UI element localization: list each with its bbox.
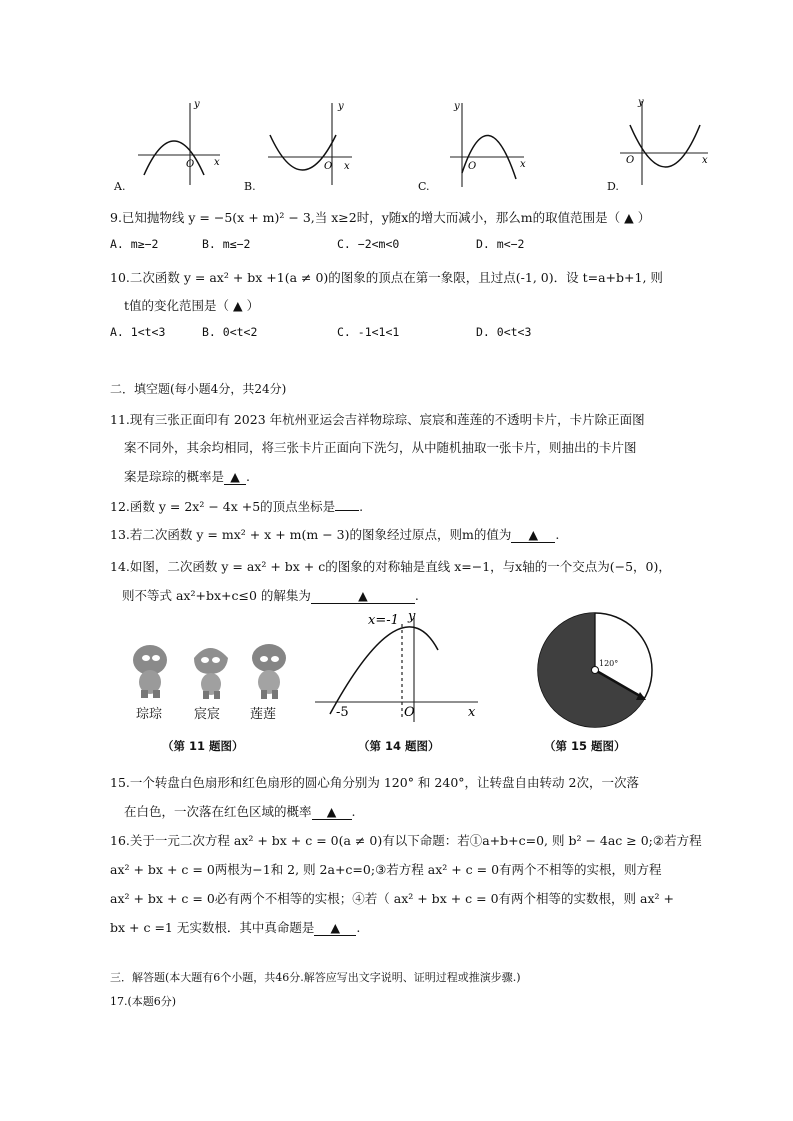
q16-period: . xyxy=(356,920,361,935)
q10-line2: t值的变化范围是（ ▲ ） xyxy=(124,298,260,313)
mascot-lianlian-image xyxy=(244,640,294,700)
q9-option-d: D. m<−2 xyxy=(476,237,525,251)
caption-fig14: （第 14 题图） xyxy=(358,739,440,753)
q15-line2-text: 在白色，一次落在红色区域的概率 xyxy=(124,804,312,819)
svg-text:O: O xyxy=(324,161,333,172)
caption-fig11: （第 11 题图） xyxy=(162,739,244,753)
q16-answer-blank[interactable]: ▲ xyxy=(314,920,356,936)
q9-text: 9.已知抛物线 y = −5(x + m)² − 3,当 x≥2时，y随x的增大而减小，那么m的取值范围是（ ▲ ） xyxy=(110,210,651,225)
svg-text:x: x xyxy=(702,155,708,166)
graph-a xyxy=(110,95,230,195)
q15-line1: 15.一个转盘白色扇形和红色扇形的圆心角分别为 120° 和 240°，让转盘自由转动 2次，一次落 xyxy=(110,775,639,790)
q10-option-b: B. 0<t<2 xyxy=(202,325,258,339)
mascot-chenchen-image xyxy=(186,640,236,700)
q15-answer-blank[interactable]: ▲ xyxy=(312,804,352,820)
q10-option-a: A. 1<t<3 xyxy=(110,325,166,339)
graph-option-b: B. xyxy=(244,180,256,193)
fig15-angle-label: 120° xyxy=(599,659,619,668)
q12-answer-blank[interactable] xyxy=(335,496,359,511)
q12-line xyxy=(110,496,363,515)
fig15-spinner xyxy=(530,608,660,738)
q13-period: . xyxy=(555,527,560,542)
q15-period: . xyxy=(351,804,356,819)
q11-line1: 11.现有三张正面印有 2023 年杭州亚运会吉祥物琮琮、宸宸和莲莲的不透明卡片，卡片除正面图 xyxy=(110,412,645,427)
q9-option-c: C. −2<m<0 xyxy=(337,237,400,251)
q14-answer-blank[interactable]: ▲ xyxy=(311,588,415,604)
q14-period: . xyxy=(414,588,419,603)
q14-line2 xyxy=(122,586,419,604)
q11-line3-text: 案是琮琮的概率是 xyxy=(124,469,225,484)
fig14-label-neg5: -5 xyxy=(336,705,349,720)
q9-option-a: A. m≥−2 xyxy=(110,237,159,251)
q9-option-b: B. m≤−2 xyxy=(202,237,251,251)
svg-text:O: O xyxy=(626,155,635,166)
mascot-label-congcong: 琮琮 xyxy=(136,707,163,722)
mascot-label-chenchen: 宸宸 xyxy=(194,707,221,722)
mascot-congcong-image xyxy=(126,640,176,700)
graph-option-a: A. xyxy=(114,180,126,193)
q11-answer-blank[interactable]: ▲ xyxy=(224,469,246,485)
q11-line3: 案是琮琮的概率是 ▲ . xyxy=(124,469,250,484)
fig14-label-x: x xyxy=(468,705,476,720)
svg-text:O: O xyxy=(186,159,195,170)
svg-text:y: y xyxy=(454,101,460,112)
svg-text:x: x xyxy=(520,159,526,170)
svg-text:y: y xyxy=(638,97,644,108)
svg-text:y: y xyxy=(338,101,344,112)
q10-option-d: D. 0<t<3 xyxy=(476,325,532,339)
svg-text:y: y xyxy=(194,99,200,110)
q16-line4-text: bx + c =1 无实数根．其中真命题是 xyxy=(110,920,315,935)
fig14-graph xyxy=(310,610,490,730)
graph-option-d: D. xyxy=(607,180,619,193)
q10-line1: 10.二次函数 y = ax² + bx +1(a ≠ 0)的图象的顶点在第一象限，且过点(-1, 0)．设 t=a+b+1, 则 xyxy=(110,270,663,285)
fig14-label-origin: O xyxy=(404,705,415,720)
q16-line4 xyxy=(110,918,360,936)
q16-line3: ax² + bx + c = 0必有两个不相等的实根；④若（ ax² + bx + c = 0有两个相等的实数根，则 ax² + xyxy=(110,891,674,906)
q13-text: 13.若二次函数 y = mx² + x + m(m − 3)的图象经过原点，则m的值为 xyxy=(110,527,512,542)
q16-line1: 16.关于一元二次方程 ax² + bx + c = 0(a ≠ 0)有以下命题：若①a+b+c=0, 则 b² − 4ac ≥ 0;②若方程 xyxy=(110,833,702,848)
section3-heading: 三．解答题(本大题有6个小题，共46分.解答应写出文字说明、证明过程或推演步骤.) xyxy=(110,971,521,984)
q12-text: 12.函数 y = 2x² − 4x +5的顶点坐标是 xyxy=(110,499,336,514)
q17-heading: 17.(本题6分) xyxy=(110,995,177,1008)
q10-option-c: C. -1<1<1 xyxy=(337,325,400,339)
q11-line2: 案不同外，其余均相同，将三张卡片正面向下洗匀，从中随机抽取一张卡片，则抽出的卡片图 xyxy=(124,440,637,455)
caption-fig15: （第 15 题图） xyxy=(544,739,626,753)
fig14-label-axis: x=-1 xyxy=(368,613,399,628)
q12-period: . xyxy=(359,499,364,514)
section2-heading: 二．填空题(每小题4分，共24分) xyxy=(110,382,287,396)
svg-text:x: x xyxy=(344,161,350,172)
fig14-label-y: y xyxy=(408,609,416,624)
svg-text:O: O xyxy=(468,161,477,172)
q13-answer-blank[interactable]: ▲ xyxy=(511,527,555,543)
q15-line2 xyxy=(124,802,356,820)
mascot-label-lianlian: 莲莲 xyxy=(250,707,277,722)
q13-line xyxy=(110,525,559,543)
q14-line1: 14.如图，二次函数 y = ax² + bx + c的图象的对称轴是直线 x=−1，与x轴的一个交点为(−5，0)， xyxy=(110,559,671,574)
q16-line2: ax² + bx + c = 0两根为−1和 2, 则 2a+c=0;③若方程 ax² + c = 0有两个不相等的实根，则方程 xyxy=(110,862,662,877)
graph-option-c: C. xyxy=(418,180,430,193)
q14-line2-text: 则不等式 ax²+bx+c≤0 的解集为 xyxy=(122,588,311,603)
graph-b xyxy=(240,95,360,195)
svg-text:x: x xyxy=(214,157,220,168)
